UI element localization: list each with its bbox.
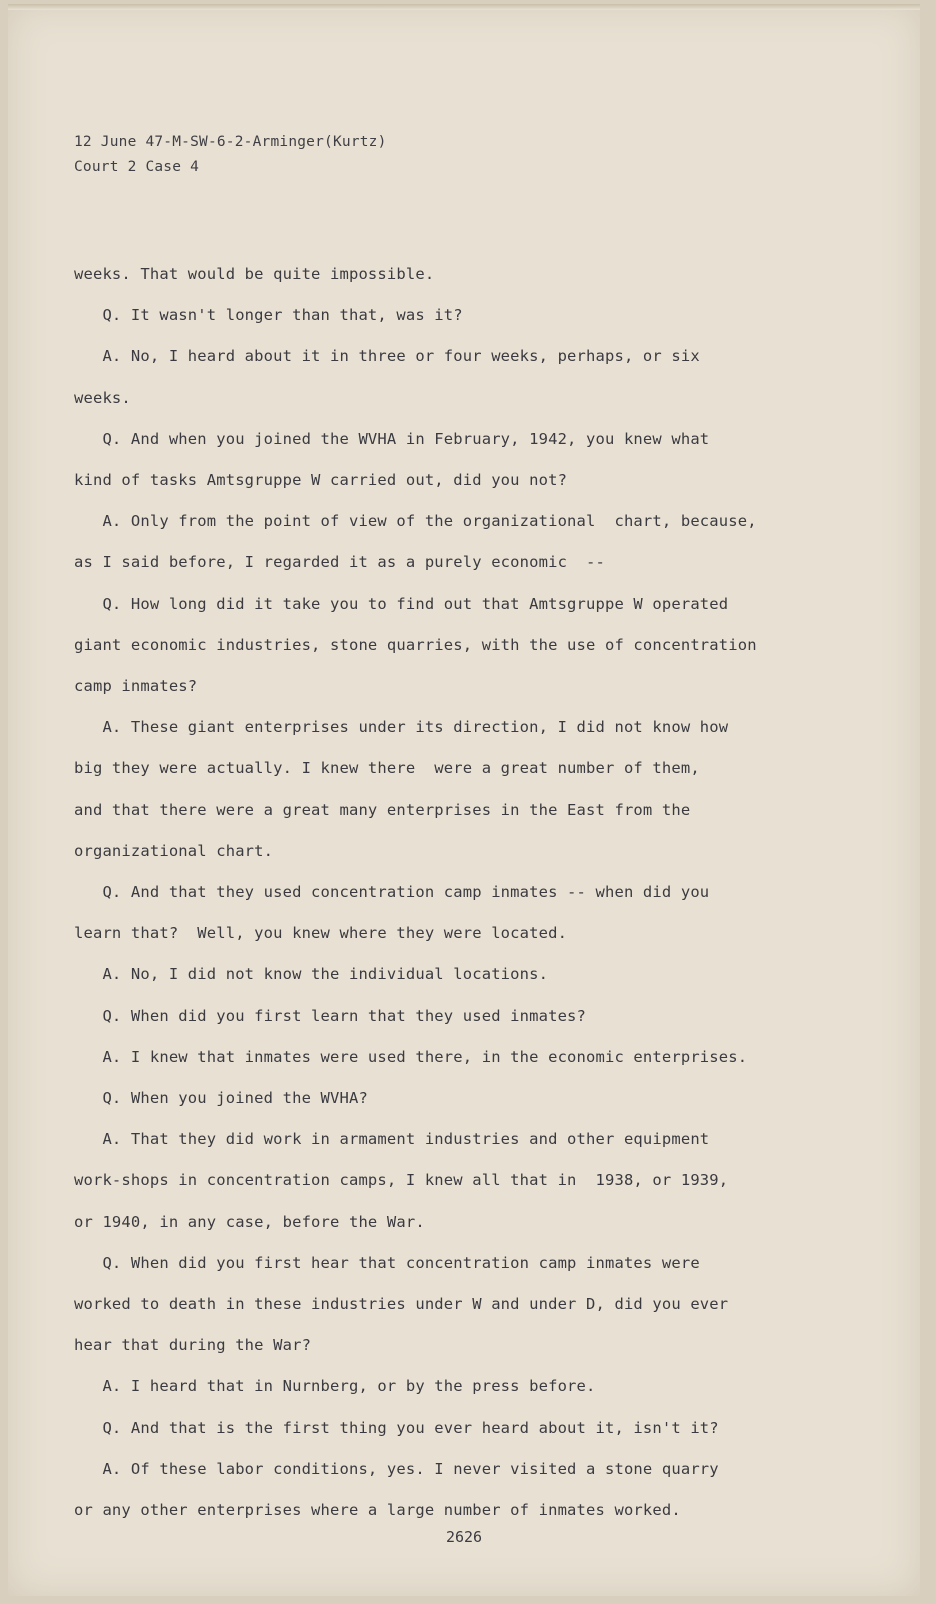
- text-line: Q. When did you first learn that they used inmates?: [74, 1006, 587, 1025]
- text-line: A. These giant enterprises under its direction, I did not know how: [74, 718, 729, 737]
- text-line: or 1940, in any case, before the War.: [74, 1212, 425, 1231]
- text-line: A. Only from the point of view of the organizational chart, because,: [74, 512, 757, 531]
- text-line: Q. It wasn't longer than that, was it?: [74, 306, 463, 325]
- text-line: Q. How long did it take you to find out that Amtsgruppe W operated: [74, 594, 729, 613]
- header-date-line: 12 June 47-M-SW-6-2-Arminger(Kurtz): [74, 134, 387, 150]
- text-line: A. No, I did not know the individual locations.: [74, 965, 549, 984]
- text-line: as I said before, I regarded it as a purely economic --: [74, 553, 605, 572]
- text-line: learn that? Well, you knew where they were located.: [74, 924, 568, 943]
- text-line: Q. And that is the first thing you ever heard about it, isn't it?: [74, 1418, 719, 1437]
- transcript-header: [74, 130, 387, 180]
- text-line: kind of tasks Amtsgruppe W carried out, did you not?: [74, 471, 568, 490]
- text-line: Q. And that they used concentration camp inmates -- when did you: [74, 883, 710, 902]
- text-line: Q. And when you joined the WVHA in February, 1942, you knew what: [74, 429, 710, 448]
- text-line: weeks.: [74, 388, 131, 407]
- text-line: worked to death in these industries under W and under D, did you ever: [74, 1295, 729, 1314]
- text-line: big they were actually. I knew there were a great number of them,: [74, 759, 700, 778]
- text-line: work-shops in concentration camps, I knew all that in 1938, or 1939,: [74, 1171, 729, 1190]
- page-top-edge: [8, 4, 920, 10]
- page-number: 2626: [445, 1528, 483, 1546]
- text-line: A. That they did work in armament industries and other equipment: [74, 1130, 710, 1149]
- text-line: A. I knew that inmates were used there, in the economic enterprises.: [74, 1047, 748, 1066]
- text-line: A. Of these labor conditions, yes. I never visited a stone quarry: [74, 1459, 719, 1478]
- text-line: giant economic industries, stone quarries, with the use of concentration: [74, 635, 757, 654]
- text-line: A. I heard that in Nurnberg, or by the press before.: [74, 1377, 596, 1396]
- header-court-line: Court 2 Case 4: [74, 159, 200, 175]
- text-line: hear that during the War?: [74, 1336, 312, 1355]
- text-line: weeks. That would be quite impossible.: [74, 265, 435, 283]
- transcript-body: [74, 254, 844, 1531]
- text-line: organizational chart.: [74, 841, 274, 860]
- text-line: Q. When you joined the WVHA?: [74, 1089, 368, 1108]
- text-line: and that there were a great many enterprises in the East from the: [74, 800, 691, 819]
- text-line: Q. When did you first hear that concentration camp inmates were: [74, 1253, 700, 1272]
- text-line: camp inmates?: [74, 677, 198, 696]
- document-page: [8, 4, 920, 1596]
- text-line: A. No, I heard about it in three or four weeks, perhaps, or six: [74, 347, 700, 366]
- text-line: or any other enterprises where a large number of inmates worked.: [74, 1501, 681, 1520]
